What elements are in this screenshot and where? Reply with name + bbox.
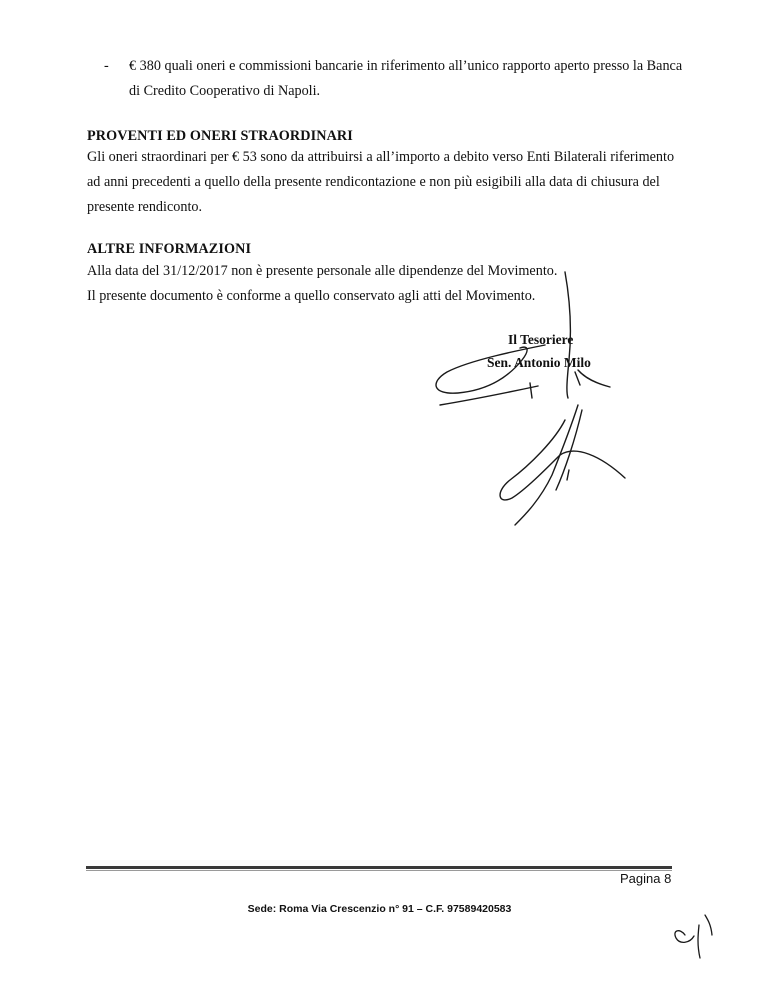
section-heading-proventi: PROVENTI ED ONERI STRAORDINARI [87,128,353,144]
bullet-marker: - [104,58,109,74]
footer-address: Sede: Roma Via Crescenzio n° 91 – C.F. 97589420583 [247,903,512,915]
paragraph-personale: Alla data del 31/12/2017 non è presente personale alle dipendenze del Movimento. [87,263,558,279]
signatory-role: Il Tesoriere [508,332,574,347]
section-body-proventi: Gli oneri straordinari per € 53 sono da attribuirsi a all’importo a debito verso Enti Bilaterali riferimento ad anni precedenti a quello della presente rendicontazione e non più esigibili alla data di chiusura del presente rendiconto. [87,149,675,215]
section-heading-altre-informazioni: ALTRE INFORMAZIONI [87,241,252,257]
page-number: Pagina 8 [620,871,672,886]
paragraph-conformita: Il presente documento è conforme a quello conservato agli atti del Movimento. [87,288,536,304]
signatory-name: Sen. Antonio Milo [487,355,591,370]
bullet-text: € 380 quali oneri e commissioni bancarie in riferimento all’unico rapporto aperto presso la Banca di Credito Cooperativo di Napoli. [129,58,683,99]
